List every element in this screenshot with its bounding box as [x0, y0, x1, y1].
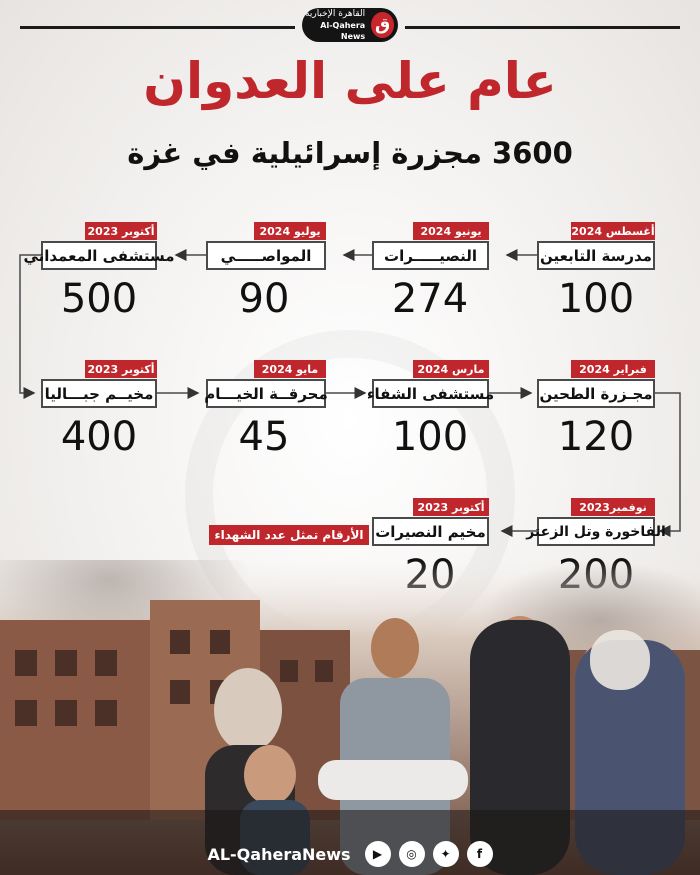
event-place: مستشفى الشفاء	[372, 379, 489, 408]
event-count: 100	[391, 414, 469, 460]
legend-note: الأرقام تمثل عدد الشهداء	[209, 525, 369, 545]
connector-left	[20, 255, 41, 393]
logo-english: Al-Qahera News	[320, 20, 366, 41]
instagram-icon[interactable]: ◎	[399, 841, 425, 867]
event-date: أكتوبر 2023	[85, 360, 157, 378]
event-date: مارس 2024	[413, 360, 489, 378]
event-count: 45	[238, 414, 290, 460]
social-footer	[150, 838, 550, 870]
youtube-icon[interactable]: ▶	[365, 841, 391, 867]
brand-handle: AL-QaheraNews	[207, 844, 351, 864]
event-count: 120	[557, 414, 635, 460]
event-date: يوليو 2024	[254, 222, 326, 240]
event-place: مدرسة التابعين	[537, 241, 655, 270]
page-title: عام على العدوان	[143, 52, 557, 110]
event-date: مايو 2024	[254, 360, 326, 378]
event-date: نوفمبر2023	[571, 498, 655, 516]
event-count: 90	[238, 276, 290, 322]
twitter-icon[interactable]: ✦	[433, 841, 459, 867]
photo-collage	[0, 560, 700, 875]
event-date: أغسطس 2024	[571, 222, 655, 240]
event-count: 274	[391, 276, 469, 322]
event-place: محرقــة الخيـــام	[206, 379, 326, 408]
event-place: الفاخورة وتل الزعتر	[537, 517, 655, 546]
event-place: مجـزرة الطحين	[537, 379, 655, 408]
event-place: مخيم النصيرات	[372, 517, 489, 546]
event-date: أكتوبر 2023	[413, 498, 489, 516]
facebook-icon[interactable]: f	[467, 841, 493, 867]
event-place: النصيـــــرات	[372, 241, 489, 270]
event-count: 100	[557, 276, 635, 322]
event-place: مستشفى المعمداني	[41, 241, 157, 270]
connector-right	[653, 393, 680, 531]
event-count: 400	[60, 414, 138, 460]
event-count: 500	[60, 276, 138, 322]
event-place: مخيــم جبـــاليا	[41, 379, 157, 408]
page-subtitle: 3600 مجزرة إسرائيلية في غزة	[127, 136, 573, 170]
event-date: فبراير 2024	[571, 360, 655, 378]
event-date: أكتوبر 2023	[85, 222, 157, 240]
logo-mark-icon: ق	[371, 12, 394, 38]
logo-arabic: القاهرة الإخبارية	[305, 8, 366, 19]
event-place: المواصـــــي	[206, 241, 326, 270]
event-date: يونيو 2024	[413, 222, 489, 240]
